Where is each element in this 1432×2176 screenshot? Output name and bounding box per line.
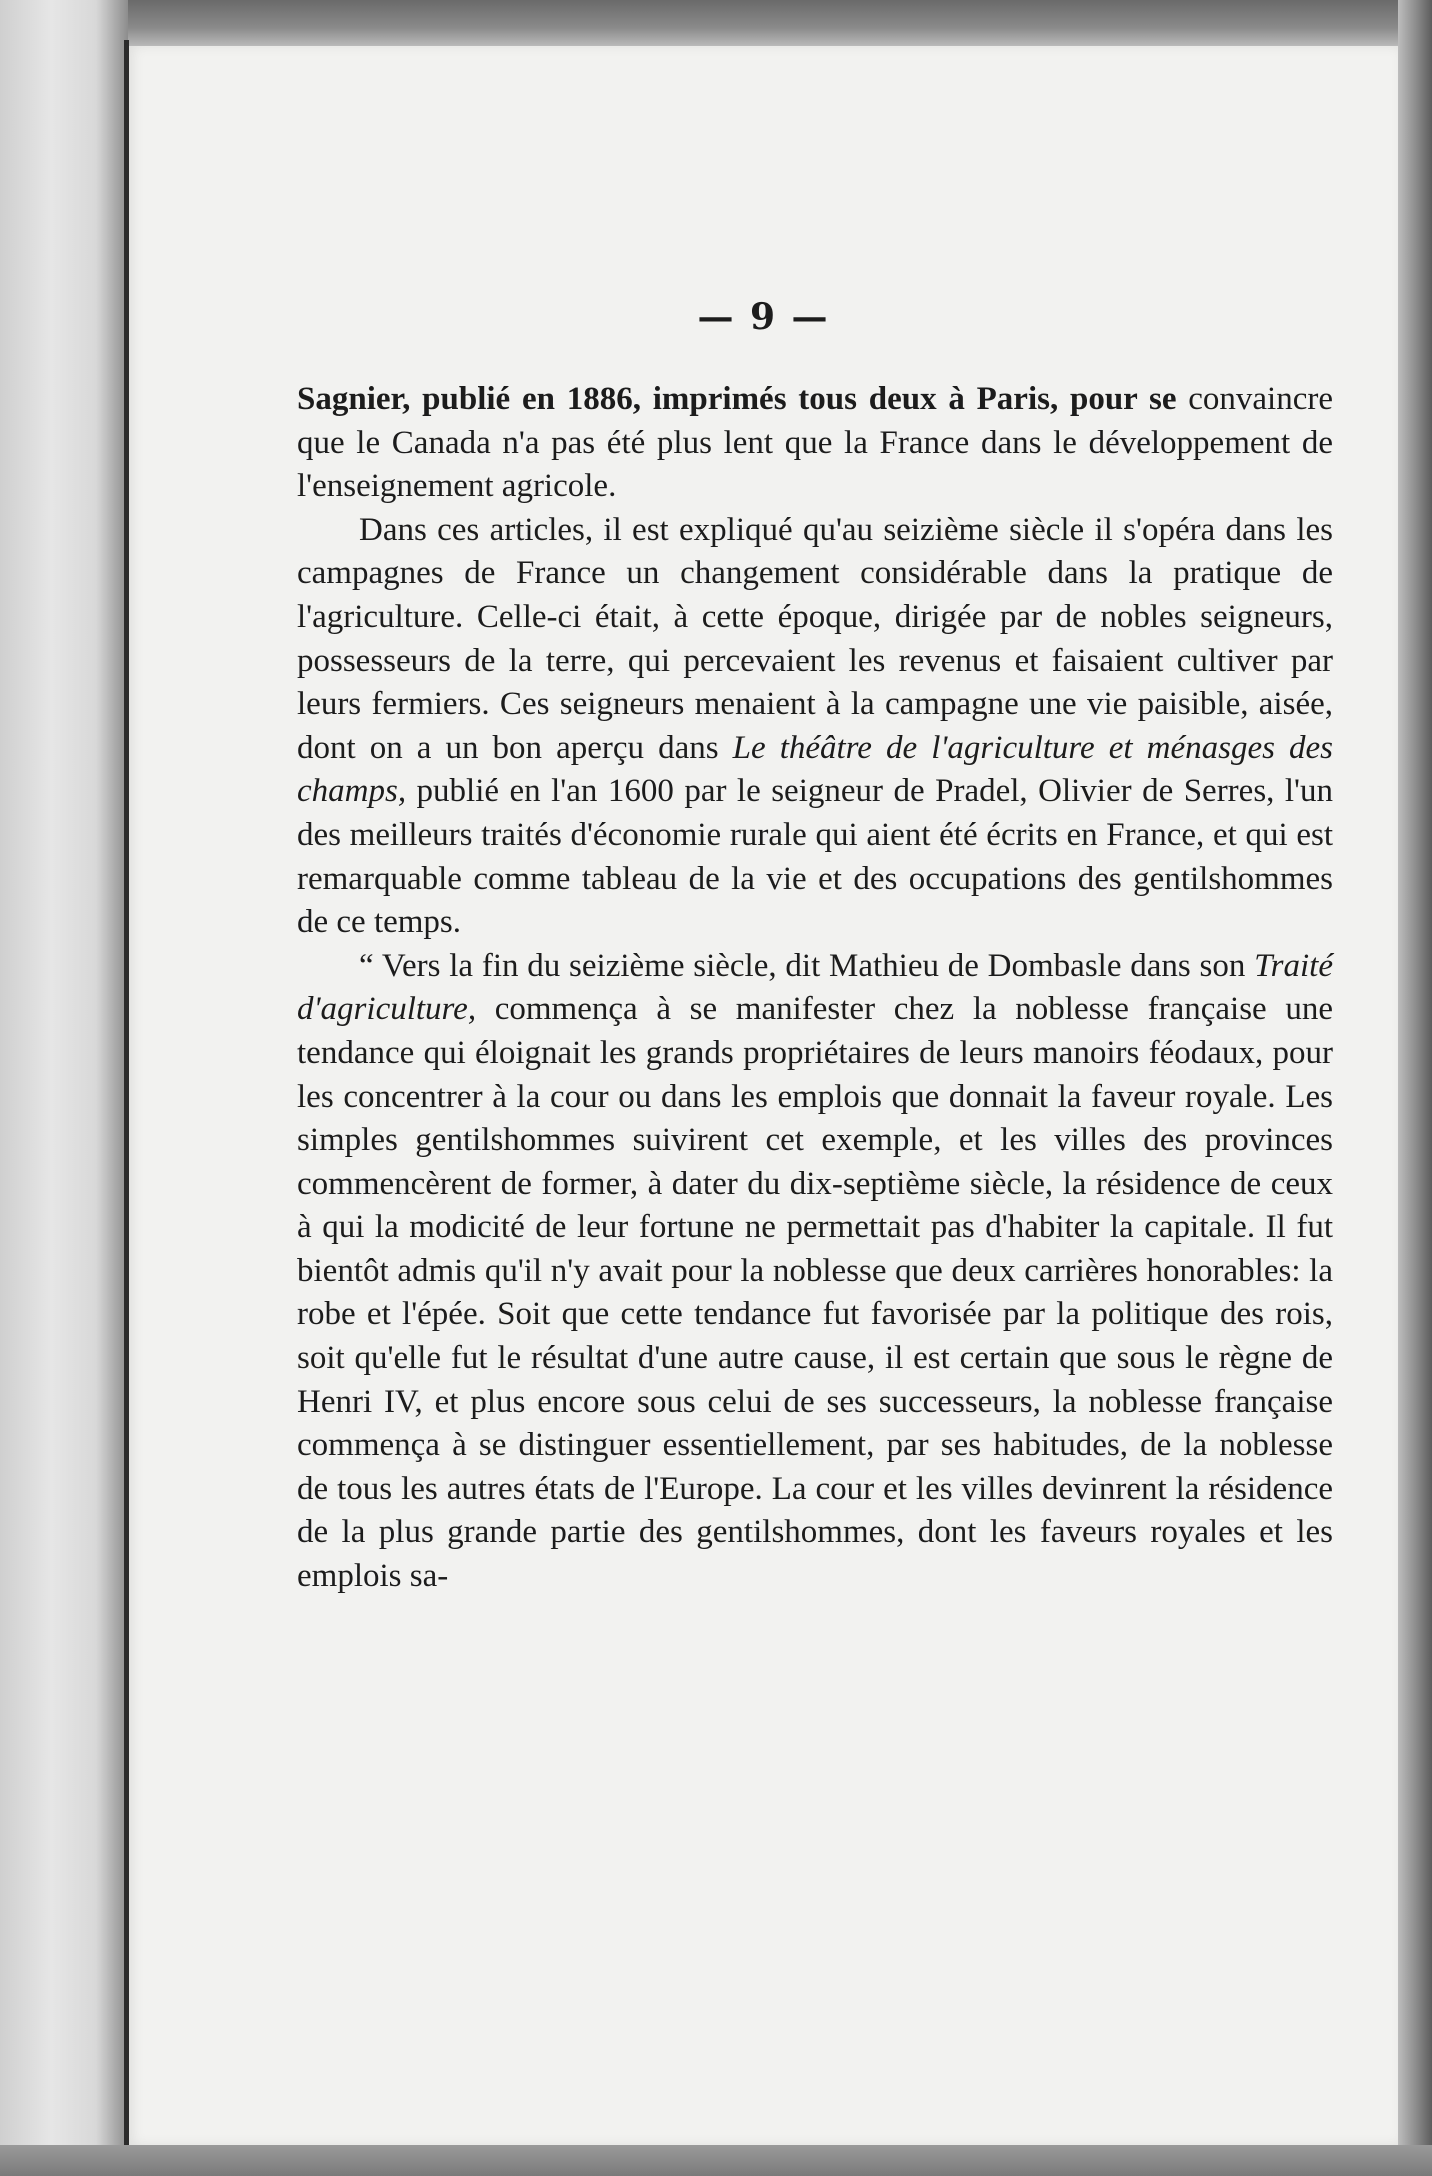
paragraph-1 — [297, 378, 1333, 509]
paragraph-3-text-before: “ Vers la fin du seizième siècle, dit Mathieu de Dombasle dans son — [359, 947, 1255, 984]
page-number: — 9 — — [697, 296, 830, 338]
facing-page-edge — [0, 0, 128, 2176]
scan-right-edge — [1398, 0, 1432, 2176]
paragraph-3-book-title: Traité d'agriculture, — [297, 947, 1333, 1028]
paragraph-3 — [297, 945, 1333, 1599]
paragraph-1-bold-line: Sagnier, publié en 1886, imprimés tous deux à Paris, pour se — [297, 381, 1177, 417]
paragraph-2-text-after: publié en l'an 1600 par le seigneur de Pradel, Olivier de Serres, l'un des meilleurs traités d'économie rurale qui aient été écrits en France, et qui est remarquable comme tableau de la vie et des occupations des gentilshommes de ce temps. — [297, 773, 1333, 941]
scan-bottom-edge — [0, 2145, 1432, 2176]
paragraph-1-text: convaincre que le Canada n'a pas été plus lent que la France dans le développement de l'enseignement agricole. — [297, 381, 1333, 505]
scan-top-edge — [0, 0, 1432, 46]
paragraph-2-book-title: Le théâtre de l'agriculture et ménasges des champs, — [297, 729, 1333, 810]
binding-gutter — [124, 40, 129, 2145]
paragraph-2 — [297, 509, 1333, 945]
paragraph-3-text-after: commença à se manifester chez la noblesse française une tendance qui éloignait les grands propriétaires de leurs manoirs féodaux, pour les concentrer à la cour ou dans les emplois que donnait la faveur royale. Les simples gentilshommes suivirent cet exemple, et les villes des provinces commencèrent de former, à dater du dix-septième siècle, la résidence de ceux à qui la modicité de leur fortune ne permettait pas d'habiter la capitale. Il fut bientôt admis qu'il n'y avait pour la noblesse que deux carrières honorables: la robe et l'épée. Soit que cette tendance fut favorisée par la politique des rois, soit qu'elle fut le résultat d'une autre cause, il est certain que sous le règne de Henri IV, et plus encore sous celui de ses successeurs, la noblesse française commença à se distinguer essentiellement, par ses habitudes, de la noblesse de tous les autres états de l'Europe. La cour et les villes devinrent la résidence de la plus grande partie des gentilshommes, dont les faveurs royales et les emplois sa- — [297, 991, 1333, 1595]
book-page — [129, 46, 1398, 2145]
body-text — [297, 378, 1333, 1599]
paragraph-2-text-before: Dans ces articles, il est expliqué qu'au seizième siècle il s'opéra dans les campagnes de France un changement considérable dans la pratique de l'agriculture. Celle-ci était, à cette époque, dirigée par de nobles seigneurs, possesseurs de la terre, qui percevaient les revenus et faisaient cultiver par leurs fermiers. Ces seigneurs menaient à la campagne une vie paisible, aisée, dont on a un bon aperçu dans — [297, 511, 1333, 766]
